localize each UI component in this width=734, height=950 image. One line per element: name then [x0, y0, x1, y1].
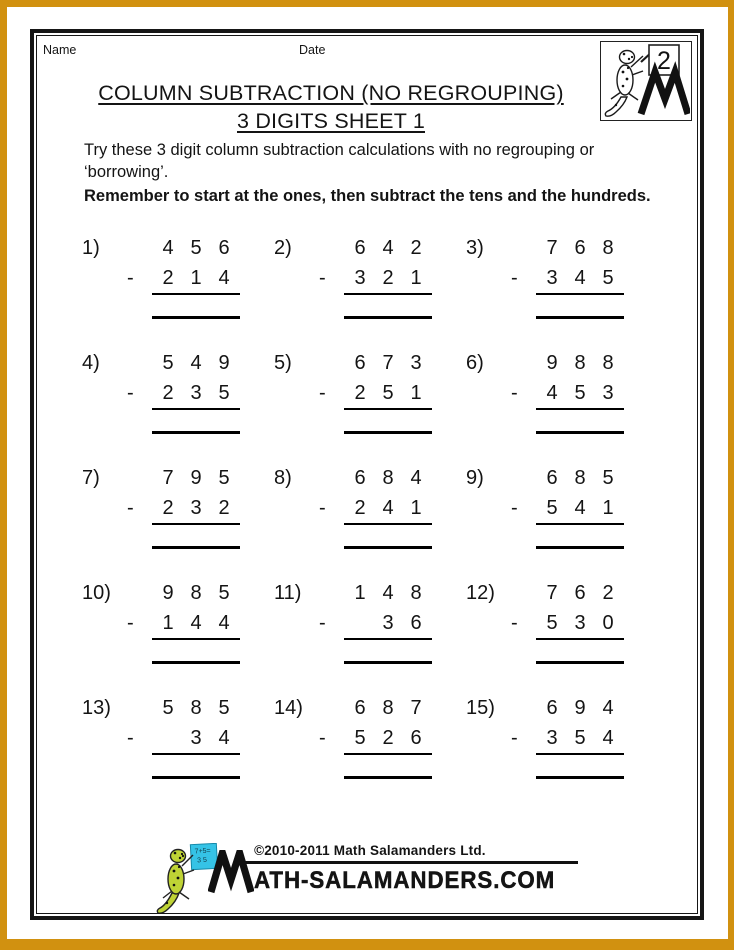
minuend-row [319, 697, 432, 719]
problem-label: 1) [82, 237, 100, 259]
digit: 4 [382, 237, 394, 259]
digit: 6 [218, 237, 230, 259]
digit: 3 [410, 352, 422, 374]
minuend-digits [536, 697, 624, 719]
digit: 4 [382, 497, 394, 519]
answer-line [536, 316, 624, 319]
problem [274, 582, 466, 664]
minuend-row [319, 467, 432, 489]
digit: 1 [410, 497, 422, 519]
minus-spacer [319, 697, 344, 719]
answer-line [152, 661, 240, 664]
digit: 8 [602, 352, 614, 374]
answer-line [344, 431, 432, 434]
digit: 4 [190, 612, 202, 634]
digit: 9 [574, 697, 586, 719]
minus-sign: - [511, 727, 518, 749]
answer-line [152, 776, 240, 779]
minuend-digits [536, 237, 624, 259]
digit: 9 [190, 467, 202, 489]
minus-sign: - [319, 612, 326, 634]
digit: 2 [602, 582, 614, 604]
digit: 8 [602, 237, 614, 259]
digit: 7 [382, 352, 394, 374]
digit: 7 [546, 237, 558, 259]
problem-label: 15) [466, 697, 495, 719]
minus-sign: - [127, 612, 134, 634]
problem-column [319, 697, 432, 779]
subtrahend-digits [152, 727, 240, 755]
minuend-digits [536, 352, 624, 374]
digit: 2 [354, 497, 366, 519]
minuend-digits [344, 352, 432, 374]
subtrahend-row [127, 497, 240, 525]
digit: 2 [354, 382, 366, 404]
digit: 2 [410, 237, 422, 259]
problem-column [511, 352, 624, 434]
digit: 3 [546, 727, 558, 749]
digit: 8 [190, 582, 202, 604]
digit: 2 [382, 727, 394, 749]
minuend-digits [536, 467, 624, 489]
digit: 6 [354, 237, 366, 259]
problem-column [127, 467, 240, 549]
digit: 5 [218, 582, 230, 604]
problem [466, 697, 658, 779]
digit: 5 [602, 467, 614, 489]
digit: 6 [574, 582, 586, 604]
digit: 4 [546, 382, 558, 404]
digit: 3 [602, 382, 614, 404]
digit: 4 [162, 237, 174, 259]
name-date-row [41, 40, 693, 57]
digit: 5 [218, 697, 230, 719]
answer-line [344, 661, 432, 664]
digit: 5 [574, 382, 586, 404]
problem-column [127, 697, 240, 779]
minus-spacer [511, 237, 536, 259]
problem-label: 10) [82, 582, 111, 604]
minuend-row [319, 237, 432, 259]
minus-sign: - [319, 497, 326, 519]
problem-label: 11) [274, 582, 302, 604]
subtrahend-row [319, 612, 432, 640]
reminder-text: Remember to start at the ones, then subtract the tens and the hundreds. [84, 187, 651, 205]
minuend-row [127, 237, 240, 259]
digit: 1 [162, 612, 174, 634]
minus-spacer [127, 697, 152, 719]
digit: 1 [602, 497, 614, 519]
problem [274, 352, 466, 434]
minuend-row [127, 582, 240, 604]
subtrahend-row [319, 267, 432, 295]
minus-spacer [319, 467, 344, 489]
problem [82, 352, 274, 434]
digit: 4 [218, 612, 230, 634]
minuend-row [511, 467, 624, 489]
answer-line [536, 431, 624, 434]
footer-logo [41, 841, 693, 913]
problem-label: 9) [466, 467, 484, 489]
subtrahend-digits [344, 382, 432, 410]
minus-spacer [319, 582, 344, 604]
problem-column [319, 582, 432, 664]
subtrahend-row [319, 382, 432, 410]
minus-sign: - [127, 727, 134, 749]
problem-column [511, 697, 624, 779]
subtrahend-digits [344, 727, 432, 755]
subtrahend-row [511, 497, 624, 525]
problem [466, 352, 658, 434]
minuend-row [127, 467, 240, 489]
digit: 5 [382, 382, 394, 404]
logo-badge [600, 41, 692, 121]
digit: 5 [218, 382, 230, 404]
minus-sign: - [127, 267, 134, 289]
problem-column [319, 467, 432, 549]
subtrahend-digits [536, 497, 624, 525]
digit: 4 [218, 267, 230, 289]
subtrahend-digits [536, 612, 624, 640]
minus-spacer [319, 237, 344, 259]
subtrahend-digits [536, 267, 624, 295]
problem-column [511, 582, 624, 664]
digit: 9 [162, 582, 174, 604]
digit: 5 [162, 352, 174, 374]
minus-sign: - [511, 382, 518, 404]
digit: 5 [190, 237, 202, 259]
subtrahend-digits [344, 267, 432, 295]
minuend-row [511, 697, 624, 719]
problem-column [319, 237, 432, 319]
minus-sign: - [319, 727, 326, 749]
logo-salamander-icon [605, 51, 643, 117]
problem-label: 14) [274, 697, 303, 719]
name-label: Name [43, 43, 77, 57]
answer-line [152, 316, 240, 319]
digit: 4 [602, 727, 614, 749]
digit: 8 [574, 352, 586, 374]
wordmark-m-icon [208, 850, 254, 894]
digit: 4 [410, 467, 422, 489]
subtrahend-row [511, 382, 624, 410]
digit: 5 [602, 267, 614, 289]
digit: 4 [574, 497, 586, 519]
answer-line [344, 546, 432, 549]
digit: 3 [574, 612, 586, 634]
problem-column [127, 352, 240, 434]
intro-text: Try these 3 digit column subtraction calculations with no regrouping or ‘borrowing’. [84, 141, 595, 181]
minus-spacer [511, 697, 536, 719]
digit: 3 [190, 382, 202, 404]
digit: 5 [354, 727, 366, 749]
minus-spacer [511, 467, 536, 489]
digit: 6 [354, 697, 366, 719]
minuend-row [127, 697, 240, 719]
minus-sign: - [127, 497, 134, 519]
date-label: Date [299, 43, 326, 57]
answer-line [536, 546, 624, 549]
board-line: 7+5= [194, 847, 211, 856]
minus-spacer [127, 467, 152, 489]
subtrahend-row [511, 267, 624, 295]
minus-sign: - [319, 382, 326, 404]
answer-line [152, 431, 240, 434]
digit: 3 [546, 267, 558, 289]
digit: 5 [574, 727, 586, 749]
digit: 1 [190, 267, 202, 289]
minus-sign: - [511, 612, 518, 634]
subtrahend-row [319, 497, 432, 525]
minuend-row [511, 352, 624, 374]
subtrahend-row [511, 727, 624, 755]
subtrahend-digits [152, 267, 240, 295]
subtrahend-digits [536, 727, 624, 755]
digit: 4 [602, 697, 614, 719]
subtrahend-row [127, 727, 240, 755]
svg-text:2: 2 [657, 47, 671, 75]
digit: 8 [190, 697, 202, 719]
digit: 6 [546, 697, 558, 719]
problem-label: 2) [274, 237, 292, 259]
digit: 7 [162, 467, 174, 489]
digit: 5 [546, 497, 558, 519]
problem [82, 237, 274, 319]
digit: 2 [162, 382, 174, 404]
digit: 4 [190, 352, 202, 374]
wordmark-text: ATH-SALAMANDERS.COM [254, 867, 556, 894]
problem [466, 582, 658, 664]
digit: 4 [382, 582, 394, 604]
digit: 6 [574, 237, 586, 259]
digit: 9 [218, 352, 230, 374]
board-line: 3 5 [197, 856, 208, 865]
digit: 6 [410, 612, 422, 634]
problem-label: 12) [466, 582, 495, 604]
problem-label: 8) [274, 467, 292, 489]
subtrahend-digits [536, 382, 624, 410]
digit: 1 [354, 582, 366, 604]
digit: 6 [354, 352, 366, 374]
wordmark [208, 866, 578, 894]
worksheet-title: COLUMN SUBTRACTION (NO REGROUPING) [98, 81, 564, 105]
wordmark-group [208, 841, 578, 894]
answer-line [152, 546, 240, 549]
subtrahend-digits [344, 497, 432, 525]
digit: 2 [218, 497, 230, 519]
minus-sign: - [511, 267, 518, 289]
minuend-digits [344, 697, 432, 719]
problem [82, 467, 274, 549]
digit: 1 [410, 267, 422, 289]
problem-column [511, 467, 624, 549]
subtrahend-digits [152, 382, 240, 410]
minuend-row [511, 582, 624, 604]
copyright-text: ©2010-2011 Math Salamanders Ltd. [242, 841, 578, 864]
problem-label: 3) [466, 237, 484, 259]
minuend-digits [152, 237, 240, 259]
minus-spacer [511, 582, 536, 604]
subtrahend-row [127, 382, 240, 410]
minus-sign: - [511, 497, 518, 519]
digit: 2 [162, 267, 174, 289]
minuend-digits [152, 697, 240, 719]
minus-spacer [511, 352, 536, 374]
minuend-row [127, 352, 240, 374]
answer-line [536, 661, 624, 664]
problem-label: 4) [82, 352, 100, 374]
subtrahend-row [511, 612, 624, 640]
problem-label: 6) [466, 352, 484, 374]
worksheet [36, 35, 698, 914]
minus-spacer [127, 352, 152, 374]
minuend-digits [152, 467, 240, 489]
digit: 8 [382, 697, 394, 719]
digit: 9 [546, 352, 558, 374]
problem-column [511, 237, 624, 319]
minuend-digits [344, 467, 432, 489]
logo-badge-graphic [601, 42, 690, 119]
minus-spacer [127, 237, 152, 259]
minuend-row [319, 582, 432, 604]
minus-sign: - [319, 267, 326, 289]
problem [82, 582, 274, 664]
problem [274, 237, 466, 319]
digit: 5 [218, 467, 230, 489]
digit: 8 [574, 467, 586, 489]
subtrahend-row [127, 267, 240, 295]
digit: 2 [382, 267, 394, 289]
minuend-digits [152, 352, 240, 374]
problem-column [127, 582, 240, 664]
digit: 7 [410, 697, 422, 719]
digit: 3 [354, 267, 366, 289]
subtrahend-row [127, 612, 240, 640]
title-block [41, 79, 621, 135]
problem [466, 467, 658, 549]
minus-spacer [127, 582, 152, 604]
minuend-row [319, 352, 432, 374]
problems-grid [82, 237, 693, 779]
digit: 8 [382, 467, 394, 489]
digit: 4 [218, 727, 230, 749]
problem [274, 467, 466, 549]
problem [466, 237, 658, 319]
minuend-digits [152, 582, 240, 604]
digit: 5 [162, 697, 174, 719]
digit: 6 [546, 467, 558, 489]
digit: 8 [410, 582, 422, 604]
digit: 3 [190, 727, 202, 749]
subtrahend-digits [344, 612, 432, 640]
minuend-row [511, 237, 624, 259]
digit: 3 [190, 497, 202, 519]
logo-m-icon [641, 72, 688, 114]
subtrahend-digits [152, 497, 240, 525]
problem-column [319, 352, 432, 434]
subtrahend-row [319, 727, 432, 755]
answer-line [536, 776, 624, 779]
worksheet-subtitle: 3 DIGITS SHEET 1 [237, 109, 425, 133]
problem-label: 7) [82, 467, 100, 489]
minuend-digits [344, 582, 432, 604]
minuend-digits [344, 237, 432, 259]
problem-column [127, 237, 240, 319]
digit: 4 [574, 267, 586, 289]
digit: 0 [602, 612, 614, 634]
digit: 6 [410, 727, 422, 749]
answer-line [344, 776, 432, 779]
problem [82, 697, 274, 779]
digit: 5 [546, 612, 558, 634]
answer-line [344, 316, 432, 319]
minus-spacer [319, 352, 344, 374]
minuend-digits [536, 582, 624, 604]
digit: 7 [546, 582, 558, 604]
digit: 3 [382, 612, 394, 634]
problem-label: 13) [82, 697, 111, 719]
digit: 6 [354, 467, 366, 489]
digit: 2 [162, 497, 174, 519]
problem [274, 697, 466, 779]
subtrahend-digits [152, 612, 240, 640]
digit: 1 [410, 382, 422, 404]
problem-label: 5) [274, 352, 292, 374]
minus-sign: - [127, 382, 134, 404]
salamander-eye [181, 853, 183, 855]
page-frame-outer [30, 29, 704, 920]
